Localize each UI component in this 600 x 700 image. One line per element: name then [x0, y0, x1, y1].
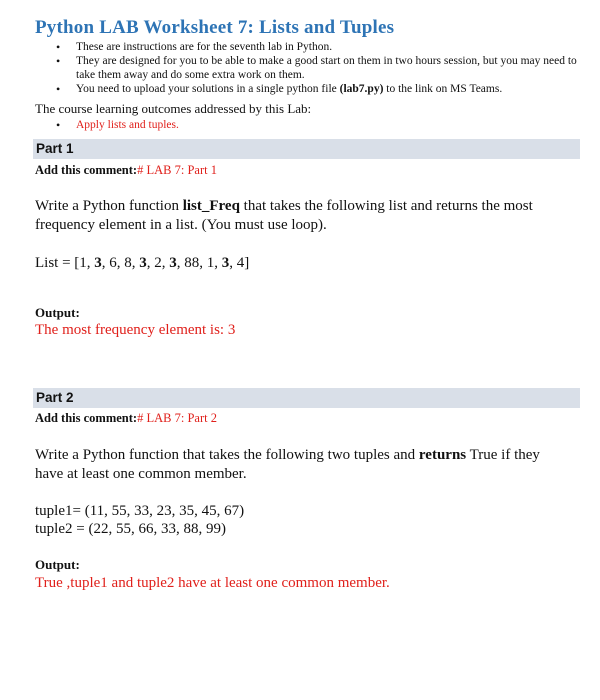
list-item: , 2, [146, 255, 170, 271]
part1-function-name: list_Freq [182, 198, 240, 214]
list-item: , 4] [229, 255, 250, 271]
instructions-list [56, 40, 586, 96]
instruction-text: They are designed for you to be able to make a good start on them in two hours session, but you may need to take them away and do some extra work on them. [76, 55, 577, 81]
instruction-text: You need to upload your solutions in a single python file [76, 83, 340, 95]
instruction-item [56, 54, 586, 82]
part1-task [35, 197, 565, 235]
part2-heading: Part 2 [36, 390, 74, 405]
part2-comment-label: Add this comment: [35, 411, 138, 425]
tuple1-line: tuple1= (11, 55, 33, 23, 35, 45, 67) [35, 503, 245, 519]
part1-list-line [35, 255, 249, 272]
list-item-bold: 3 [139, 255, 147, 271]
list-item-bold: 3 [221, 255, 230, 271]
outcomes-heading: The course learning outcomes addressed by this Lab: [35, 101, 312, 116]
part2-output-value: True ,tuple1 and tuple2 have at least one common member. [35, 575, 390, 591]
part1-task-text-end: that takes the following list and returns the most frequency element in a list. (You must use loop). [35, 198, 533, 233]
part2-task-text: Write a Python function that takes the following two tuples and [35, 447, 419, 463]
list-prefix: List = [1, [35, 255, 95, 271]
part2-task-bold: returns [418, 447, 467, 463]
instruction-item [56, 82, 586, 96]
part2-comment [35, 411, 217, 426]
part1-comment-label: Add this comment: [35, 163, 138, 177]
worksheet-title: Python LAB Worksheet 7: Lists and Tuples [35, 17, 395, 38]
part1-task-text: Write a Python function [35, 198, 183, 214]
list-item: , 88, 1, [176, 255, 222, 271]
part2-task-text-end: True if they have at least one common member. [35, 447, 540, 482]
instruction-text: to the link on MS Teams. [383, 83, 503, 95]
part1-output-value: The most frequency element is: 3 [35, 322, 236, 338]
outcome-item [56, 118, 586, 132]
list-item-bold: 3 [94, 255, 102, 271]
instruction-item [56, 40, 586, 54]
part1-comment [35, 163, 217, 178]
part1-header-bar [33, 139, 580, 159]
part1-comment-value: # LAB 7: Part 1 [137, 163, 217, 177]
part2-output-label: Output: [35, 557, 80, 572]
list-item: , 6, 8, [101, 255, 140, 271]
list-item-bold: 3 [169, 255, 177, 271]
outcomes-list [56, 118, 586, 132]
part2-comment-value: # LAB 7: Part 2 [137, 411, 217, 425]
part1-heading: Part 1 [36, 141, 74, 156]
part1-output-label: Output: [35, 305, 80, 320]
tuple2-line: tuple2 = (22, 55, 66, 33, 88, 99) [35, 521, 226, 537]
outcome-text: Apply lists and tuples. [76, 119, 179, 131]
part2-header-bar [33, 388, 580, 408]
part2-task [35, 446, 565, 484]
instruction-text: These are instructions are for the seventh lab in Python. [76, 41, 333, 53]
instruction-filename: (lab7.py) [339, 83, 384, 95]
